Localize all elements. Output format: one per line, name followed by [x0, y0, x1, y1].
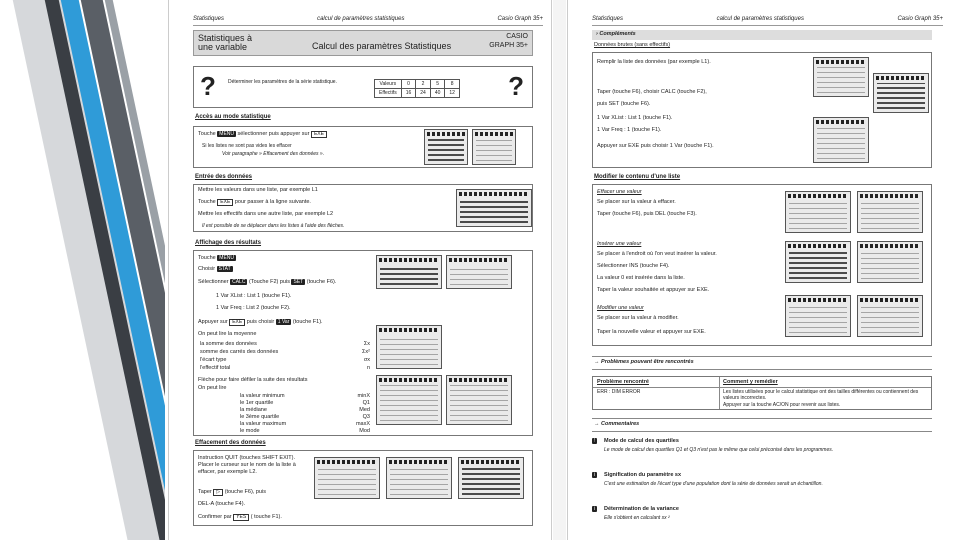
table-cell: 2: [416, 80, 431, 89]
question-mark-icon: ?: [200, 71, 216, 101]
erase-line: Instruction QUIT (touches SHIFT EXIT). Placer le curseur sur le nom de la liste à effacer, par exemple L2.: [198, 455, 296, 475]
complement-line: 1 Var Freq : 1 (touche F1).: [597, 127, 662, 133]
results-option: 1 Var XList : List 1 (touche F1).: [216, 293, 292, 299]
quartile-symbol: minX: [357, 393, 370, 399]
subheading: Insérer une valeur: [597, 241, 642, 247]
question-text: Déterminer les paramètres de la série statistique.: [228, 79, 337, 85]
table-cell: 40: [430, 89, 445, 98]
calculator-screen: [472, 129, 516, 165]
table-row: [375, 80, 460, 89]
table-header: Problème rencontré: [597, 379, 649, 385]
results-line: Flèche pour faire défiler la suite des résultats: [198, 377, 308, 383]
param-label: l'effectif total: [200, 365, 231, 371]
divider: [719, 377, 720, 409]
decorative-band: [0, 0, 165, 540]
table-cell: 24: [416, 89, 431, 98]
access-box: [193, 126, 533, 168]
calculator-screen: [458, 457, 524, 499]
results-line: [198, 266, 233, 273]
table-cell: 16: [401, 89, 416, 98]
table-cell: Valeurs: [375, 80, 402, 89]
calculator-screen: [785, 241, 851, 283]
yes-key[interactable]: YES: [233, 514, 249, 521]
subheading: Effacer une valeur: [597, 189, 642, 195]
calculator-screen: [446, 375, 512, 425]
param-symbol: σx: [363, 357, 370, 363]
header-center: calcul de paramètres statistiques: [317, 16, 405, 22]
text: Choisir: [198, 266, 216, 272]
divider: [593, 387, 931, 388]
access-line: [198, 131, 327, 138]
text: Touche: [198, 199, 216, 205]
brand: CASIO: [506, 33, 528, 40]
comment-text: Elle s'obtient en calculant sx ²: [604, 515, 670, 521]
page-gap: [553, 0, 566, 540]
calculator-screen: [857, 295, 923, 337]
param-row: [200, 341, 370, 347]
header-left: Statistiques: [193, 16, 225, 22]
section-heading: Entrée des données: [195, 174, 253, 180]
heading-text: Problèmes pouvant être rencontrés: [601, 359, 694, 365]
results-box: [193, 250, 533, 436]
calc-key[interactable]: CALC: [232, 279, 246, 285]
table-cell: ERR : DIM ERROR: [597, 389, 641, 395]
param-row: [200, 357, 370, 363]
page-header: [592, 16, 943, 26]
table-cell: Les listes utilisées pour le calcul statistique ont des tailles différentes ou contiennent des valeurs incorrectes.: [723, 389, 919, 401]
modify-line: La valeur 0 est insérée dans la liste.: [597, 275, 685, 281]
calculator-screen: [873, 73, 929, 113]
stat-key[interactable]: STAT: [218, 266, 231, 272]
quartile-symbol: maxX: [355, 421, 370, 427]
text: pour passer à la ligne suivante.: [234, 199, 311, 205]
text: sélectionner: [237, 131, 268, 137]
erase-line: [198, 514, 282, 521]
table-row: [375, 89, 460, 98]
info-icon: i: [594, 506, 596, 512]
modify-line: Se placer sur la valeur à modifier.: [597, 315, 679, 321]
menu-key[interactable]: MENU: [219, 131, 235, 137]
modify-line: Se placer à l'endroit où l'on veut insérer la valeur.: [597, 251, 717, 257]
results-line: On peut lire la moyenne: [198, 331, 257, 337]
quartile-symbol: Mod: [359, 428, 370, 434]
comment-text: C'est une estimation de l'écart type d'une population dont la série de données serait un échantillon.: [604, 481, 823, 487]
param-symbol: Σx: [363, 341, 370, 347]
calculator-screen: [376, 255, 442, 289]
calculator-screen: [785, 295, 851, 337]
complement-line: Remplir la liste des données (par exemple L1).: [597, 59, 711, 65]
text: (touche F6).: [306, 279, 337, 285]
quartile-row: [240, 393, 370, 399]
modify-line: Taper la valeur souhaitée et appuyer sur EXE.: [597, 287, 710, 293]
text: Sélectionner: [198, 279, 229, 285]
exe-key[interactable]: EXE: [229, 319, 245, 326]
quartile-row: [240, 400, 370, 406]
title-banner: [193, 30, 533, 56]
header-center: calcul de paramètres statistiques: [716, 16, 804, 22]
erase-line: [198, 489, 266, 496]
header-right: Casio Graph 35+: [897, 16, 943, 22]
modify-box: [592, 184, 932, 346]
table-cell: 8: [445, 80, 460, 89]
section-heading: Modifier le contenu d'une liste: [594, 174, 681, 180]
section-heading: Effacement des données: [195, 440, 266, 446]
entry-box: [193, 184, 533, 232]
comment-title: Détermination de la variance: [604, 506, 679, 512]
calculator-screen: [813, 117, 869, 163]
section-banner: [592, 30, 932, 40]
erase-box: [193, 450, 533, 526]
set-key[interactable]: SET: [293, 279, 304, 285]
table-cell: 12: [445, 89, 460, 98]
subheading: Modifier une valeur: [597, 305, 644, 311]
text: Touche: [198, 255, 216, 261]
results-line: [198, 319, 323, 326]
entry-note: Il est possible de se déplacer dans les listes à l'aide des flèches.: [202, 223, 345, 229]
one-var-key[interactable]: 1 Var: [277, 319, 290, 325]
comment-title: Mode de calcul des quartiles: [604, 438, 679, 444]
complement-line: Taper (touche F6), choisir CALC (touche F2),: [597, 89, 707, 95]
quartile-row: [240, 414, 370, 420]
param-label: l'écart type: [200, 357, 227, 363]
modify-line: Taper (touche F6), puis DEL (touche F3).: [597, 211, 697, 217]
param-row: [200, 365, 370, 371]
results-line: On peut lire: [198, 385, 227, 391]
quartile-symbol: Q3: [362, 414, 370, 420]
calculator-screen: [376, 325, 442, 369]
text: ( touche F1).: [250, 514, 282, 520]
quartile-row: [240, 421, 370, 427]
complements-box: [592, 52, 932, 168]
results-option: 1 Var Freq : List 2 (touche F2).: [216, 305, 291, 311]
heading-text: Commentaires: [601, 421, 640, 427]
title-sub: Calcul des paramètres Statistiques: [312, 41, 452, 51]
calculator-screen: [857, 241, 923, 283]
calculator-screen: [386, 457, 452, 499]
section-heading: › Compléments: [596, 31, 636, 37]
results-line: [198, 279, 336, 286]
page-header: [193, 16, 543, 26]
warning-icon: !: [594, 438, 596, 444]
text: Touche: [198, 131, 216, 137]
text: (Touche F2) puis: [248, 279, 290, 285]
section-heading: → Commentaires: [594, 421, 640, 427]
values-table: [374, 79, 460, 98]
quartile-symbol: Med: [359, 407, 370, 413]
modify-line: Taper la nouvelle valeur et appuyer sur EXE.: [597, 329, 706, 335]
comment-text: Le mode de calcul des quartiles Q1 et Q3 n'est pas le même que celui préconisé dans les programmes.: [604, 447, 834, 453]
title-main: Statistiques à une variable: [198, 33, 253, 52]
text: Confirmer par: [198, 514, 232, 520]
text: (touche F6), puis: [224, 489, 266, 495]
divider: [592, 418, 932, 419]
table-cell: 5: [430, 80, 445, 89]
text: Appuyer sur: [198, 319, 228, 325]
calculator-screen: [314, 457, 380, 499]
calculator-screen: [376, 375, 442, 425]
title-brand: [489, 32, 528, 50]
header-left: Statistiques: [592, 16, 624, 22]
info-icon: i: [594, 472, 596, 478]
table-cell: 0: [401, 80, 416, 89]
table-header: Comment y remédier: [723, 379, 778, 385]
complement-line: Appuyer sur EXE puis choisir 1 Var (touche F1).: [597, 143, 714, 149]
calculator-screen: [785, 191, 851, 233]
menu-key[interactable]: MENU: [219, 255, 235, 261]
modify-line: Se placer sur la valeur à effacer.: [597, 199, 676, 205]
problems-table: [592, 376, 932, 410]
text: Taper: [198, 489, 212, 495]
results-line: [198, 255, 236, 262]
param-row: [200, 349, 370, 355]
question-mark-icon: ?: [508, 71, 524, 101]
heading-text: Compléments: [599, 31, 636, 37]
quartile-label: la valeur minimum: [240, 393, 285, 399]
param-symbol: n: [366, 365, 370, 371]
quartile-label: le mode: [240, 428, 260, 434]
param-label: la somme des données: [200, 341, 257, 347]
subheading: Données brutes (sans effectifs): [594, 42, 671, 48]
divider: [592, 356, 932, 357]
divider: [592, 431, 932, 432]
quartile-row: [240, 428, 370, 434]
question-box: [193, 66, 533, 108]
text: (touche F1).: [292, 319, 323, 325]
quartile-label: le 3ème quartile: [240, 414, 280, 420]
param-label: somme des carrés des données: [200, 349, 279, 355]
erase-line: DEL-A (touche F4).: [198, 501, 246, 507]
calculator-screen: [813, 57, 869, 97]
header-right: Casio Graph 35+: [497, 16, 543, 22]
left-page: [168, 0, 552, 540]
param-symbol: Σx²: [362, 349, 370, 355]
calculator-screen: [857, 191, 923, 233]
section-heading: Accès au mode statistique: [195, 114, 271, 120]
section-heading: → Problèmes pouvant être rencontrés: [594, 359, 694, 365]
entry-line: Mettre les valeurs dans une liste, par exemple L1: [198, 187, 318, 193]
entry-line: Mettre les effectifs dans une autre liste, par exemple L2: [198, 211, 334, 217]
quartile-label: la valeur maximum: [240, 421, 287, 427]
quartile-label: la médiane: [240, 407, 267, 413]
section-heading: Affichage des résultats: [195, 240, 262, 246]
quartile-label: le 1er quartile: [240, 400, 274, 406]
quartile-symbol: Q1: [362, 400, 370, 406]
exe-key[interactable]: EXE: [311, 131, 327, 138]
complement-line: puis SET (touche F6).: [597, 101, 651, 107]
right-page: [567, 0, 951, 540]
arrow-key-icon[interactable]: ▷: [213, 489, 223, 496]
text: puis appuyer sur: [268, 131, 310, 137]
table-cell: Appuyer sur la touche AC/ON pour revenir aux listes.: [723, 402, 841, 408]
entry-line: [198, 199, 311, 206]
access-note: Voir paragraphe » Effacement des données ».: [222, 151, 325, 157]
calculator-screen: [456, 189, 532, 227]
calculator-screen: [424, 129, 468, 165]
modify-line: Sélectionner INS (touche F4).: [597, 263, 670, 269]
exe-key[interactable]: EXE: [217, 199, 233, 206]
calculator-screen: [446, 255, 512, 289]
table-cell: Effectifs: [375, 89, 402, 98]
text: puis choisir: [246, 319, 275, 325]
quartile-row: [240, 407, 370, 413]
complement-line: 1 Var XList : List 1 (touche F1).: [597, 115, 673, 121]
comment-title: Signification du paramètre sx: [604, 472, 682, 478]
access-note: Si les listes ne sont pas vides les effacer: [202, 143, 292, 149]
divider: [592, 369, 932, 370]
model: GRAPH 35+: [489, 42, 528, 49]
